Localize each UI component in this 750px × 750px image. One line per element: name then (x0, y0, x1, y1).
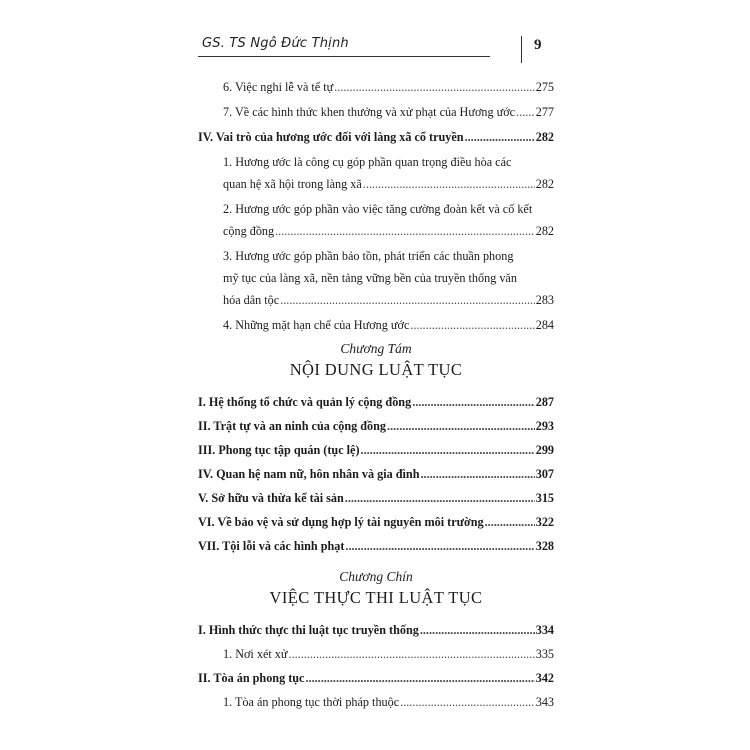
toc-entry: hóa dân tộc ..... 283 (198, 289, 554, 311)
author-name: GS. TS Ngô Đức Thịnh (202, 36, 349, 51)
chapter-label: Chương Tám (340, 341, 412, 356)
toc-entry-multiline: 1. Hương ước là công cụ góp phần quan trọng điều hòa các (223, 155, 512, 169)
toc-section: VI. Về bảo vệ và sử dụng hợp lý tài nguyên môi trường ..... 322 (198, 510, 554, 534)
toc-entry: quan hệ xã hội trong làng xã ..... 282 (198, 173, 554, 195)
toc-section: IV. Vai trò của hương ước đối với làng xã cổ truyền ..... 282 (198, 126, 554, 148)
header-rule (198, 56, 490, 57)
toc-entry-multiline: 2. Hương ước góp phần vào việc tăng cường đoàn kết và cố kết (223, 202, 533, 216)
toc-entry: 4. Những mặt hạn chế của Hương ước ..... 284 (198, 314, 554, 336)
page-number: 9 (534, 37, 542, 53)
table-of-contents (198, 76, 554, 714)
toc-entry: 1. Nơi xét xử ..... 335 (198, 642, 554, 666)
toc-entry-multiline: 3. Hương ước góp phần bảo tồn, phát triển các thuần phong mỹ tục của làng xã, nền tảng vững bền của truyền thống văn (223, 249, 517, 285)
chapter-label: Chương Chín (339, 569, 413, 584)
toc-section: III. Phong tục tập quán (tục lệ) ..... 299 (198, 438, 554, 462)
toc-section: II. Trật tự và an ninh của cộng đồng ..... 293 (198, 414, 554, 438)
toc-section: VII. Tội lỗi và các hình phạt ..... 328 (198, 534, 554, 558)
toc-entry: cộng đồng ..... 282 (198, 220, 554, 242)
chapter-title: VIỆC THỰC THI LUẬT TỤC (269, 588, 483, 607)
chapter-title: NỘI DUNG LUẬT TỤC (289, 360, 463, 379)
header-divider (521, 36, 522, 63)
toc-entry: 6. Việc nghi lễ và tế tự ..... 275 (198, 76, 554, 98)
toc-entry: 1. Tòa án phong tục thời pháp thuộc ..... 343 (198, 690, 554, 714)
toc-section: V. Sở hữu và thừa kế tài sản ..... 315 (198, 486, 554, 510)
toc-section: I. Hệ thống tổ chức và quản lý cộng đồng ..... 287 (198, 390, 554, 414)
toc-section: I. Hình thức thực thi luật tục truyền thống ..... 334 (198, 618, 554, 642)
toc-section: II. Tòa án phong tục ..... 342 (198, 666, 554, 690)
toc-entry: 7. Về các hình thức khen thưởng và xử phạt của Hương ước ..... 277 (198, 101, 554, 123)
toc-section: IV. Quan hệ nam nữ, hôn nhân và gia đình ..... 307 (198, 462, 554, 486)
running-header (196, 36, 556, 66)
